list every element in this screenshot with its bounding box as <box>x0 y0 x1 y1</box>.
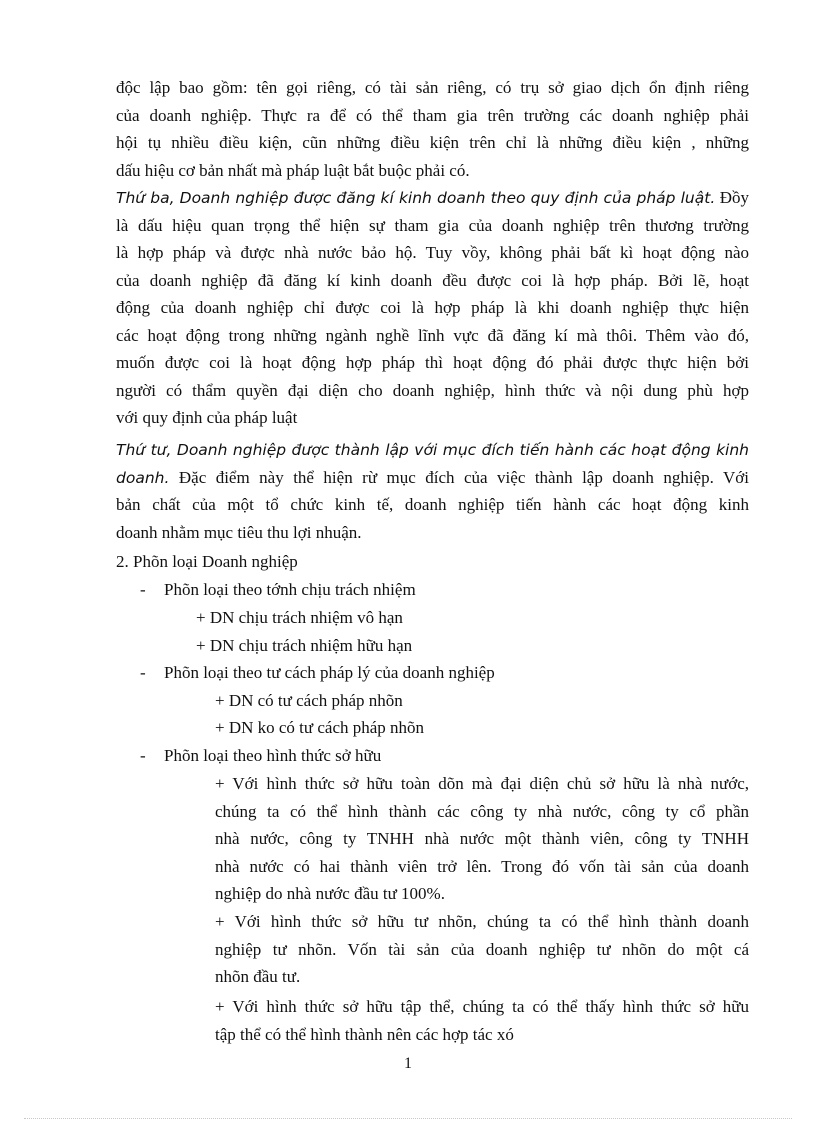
text-line: tập thể có thể hình thành nên các hợp tác xó <box>215 1024 514 1044</box>
text-line <box>116 464 749 492</box>
text-line: người có thẩm quyền đại diện cho doanh nghiệp, hình thức và nội dung phù hợp <box>116 380 749 400</box>
sub-item: + DN chịu trách nhiệm hữu hạn <box>196 636 413 655</box>
paragraph-2 <box>116 184 749 432</box>
dash-bullet: - <box>140 580 146 599</box>
text-line <box>116 184 749 212</box>
dash-bullet: - <box>140 663 146 682</box>
sub-item: + DN ko có tư cách pháp nhõn <box>215 718 425 737</box>
text-line: nhà nước có hai thành viên trở lên. Trong đó vốn tài sản của doanh <box>215 856 749 876</box>
text-line: động của doanh nghiệp chỉ được coi là hợp pháp là khi doanh nghiệp thực hiện <box>116 298 749 317</box>
paragraph-1 <box>116 74 749 184</box>
page-number: 1 <box>404 1055 412 1072</box>
text-line: chúng ta có thể hình thành các công ty nhà nước, công ty cổ phần <box>215 801 749 821</box>
text-line: của doanh nghiệp đã đăng kí kinh doanh đều được coi là hợp pháp. Bởi lẽ, hoạt <box>116 270 749 290</box>
list-item-title: Phõn loại theo tư cách pháp lý của doanh nghiệp <box>164 663 495 682</box>
text-line: độc lập bao gồm: tên gọi riêng, có tài sản riêng, có trụ sở giao dịch ổn định riêng <box>116 78 749 97</box>
text-run: Đặc điểm này thể hiện rừ mục đích của việc thành lập doanh nghiệp. Với <box>169 467 749 487</box>
text-line: nghiệp tư nhõn. Vốn tài sản của doanh nghiệp tư nhõn do một cá <box>215 939 749 959</box>
text-line: + Với hình thức sở hữu tư nhõn, chúng ta có thể hình thành doanh <box>215 912 749 931</box>
page-bottom-border <box>24 1118 792 1119</box>
text-line: là dấu hiệu quan trọng thể hiện sự tham gia của doanh nghiệp trên thương trường <box>116 215 749 235</box>
text-run: Đồy <box>715 188 749 207</box>
sub-item: + DN có tư cách pháp nhõn <box>215 691 403 710</box>
text-line: là hợp pháp và được nhà nước bảo hộ. Tuy vồy, không phải bất kì hoạt động nào <box>116 243 749 262</box>
list-item <box>140 742 381 770</box>
dash-bullet: - <box>140 746 146 765</box>
text-line: nhà nước, công ty TNHH nhà nước một thành viên, công ty TNHH <box>215 829 749 848</box>
text-line: hội tụ nhiều điều kiện, cũn những điều kiện trên chỉ là những điều kiện , những <box>116 133 749 152</box>
list-item-title: Phõn loại theo tớnh chịu trách nhiệm <box>164 580 416 599</box>
italic-lead: doanh. <box>116 468 170 487</box>
list-item-title: Phõn loại theo hình thức sở hữu <box>164 746 382 765</box>
list-item <box>140 576 416 604</box>
italic-lead: Thứ ba, Doanh nghiệp được đăng kí kinh doanh theo quy định của pháp luật. <box>116 189 716 207</box>
list-item <box>140 659 495 687</box>
text-line: với quy định của pháp luật <box>116 408 298 427</box>
text-line: các hoạt động trong những ngành nghề lĩnh vực đã đăng kí mà thôi. Thêm vào đó, <box>116 325 749 345</box>
paragraph-3 <box>116 436 749 546</box>
text-line: + Với hình thức sở hữu toàn dõn mà đại diện chủ sở hữu là nhà nước, <box>215 774 749 793</box>
section-heading: 2. Phõn loại Doanh nghiệp <box>116 552 298 571</box>
text-line: nhõn đầu tư. <box>215 967 301 986</box>
text-line: nghiệp do nhà nước đầu tư 100%. <box>215 884 445 903</box>
text-line: bản chất của một tổ chức kinh tế, doanh nghiệp tiến hành các hoạt động kinh <box>116 495 749 514</box>
text-line <box>116 436 749 464</box>
text-line: + Với hình thức sở hữu tập thể, chúng ta có thể thấy hình thức sở hữu <box>215 997 749 1016</box>
ownership-paragraph-2 <box>215 908 749 991</box>
italic-lead: Thứ tư, Doanh nghiệp được thành lập với mục đích tiến hành các hoạt động kinh <box>116 441 749 459</box>
sub-item: + DN chịu trách nhiệm vô hạn <box>196 608 403 627</box>
ownership-paragraph-3 <box>215 993 749 1048</box>
text-line: doanh nhằm mục tiêu thu lợi nhuận. <box>116 522 362 542</box>
text-line: của doanh nghiệp. Thực ra để có thể tham gia trên trường các doanh nghiệp phải <box>116 105 749 125</box>
text-line: muốn được coi là hoạt động hợp pháp thì hoạt động đó phải được thực hiện bởi <box>116 353 749 372</box>
text-line: dấu hiệu cơ bản nhất mà pháp luật bắt buộc phải có. <box>116 160 470 180</box>
ownership-paragraph-1 <box>215 770 749 908</box>
